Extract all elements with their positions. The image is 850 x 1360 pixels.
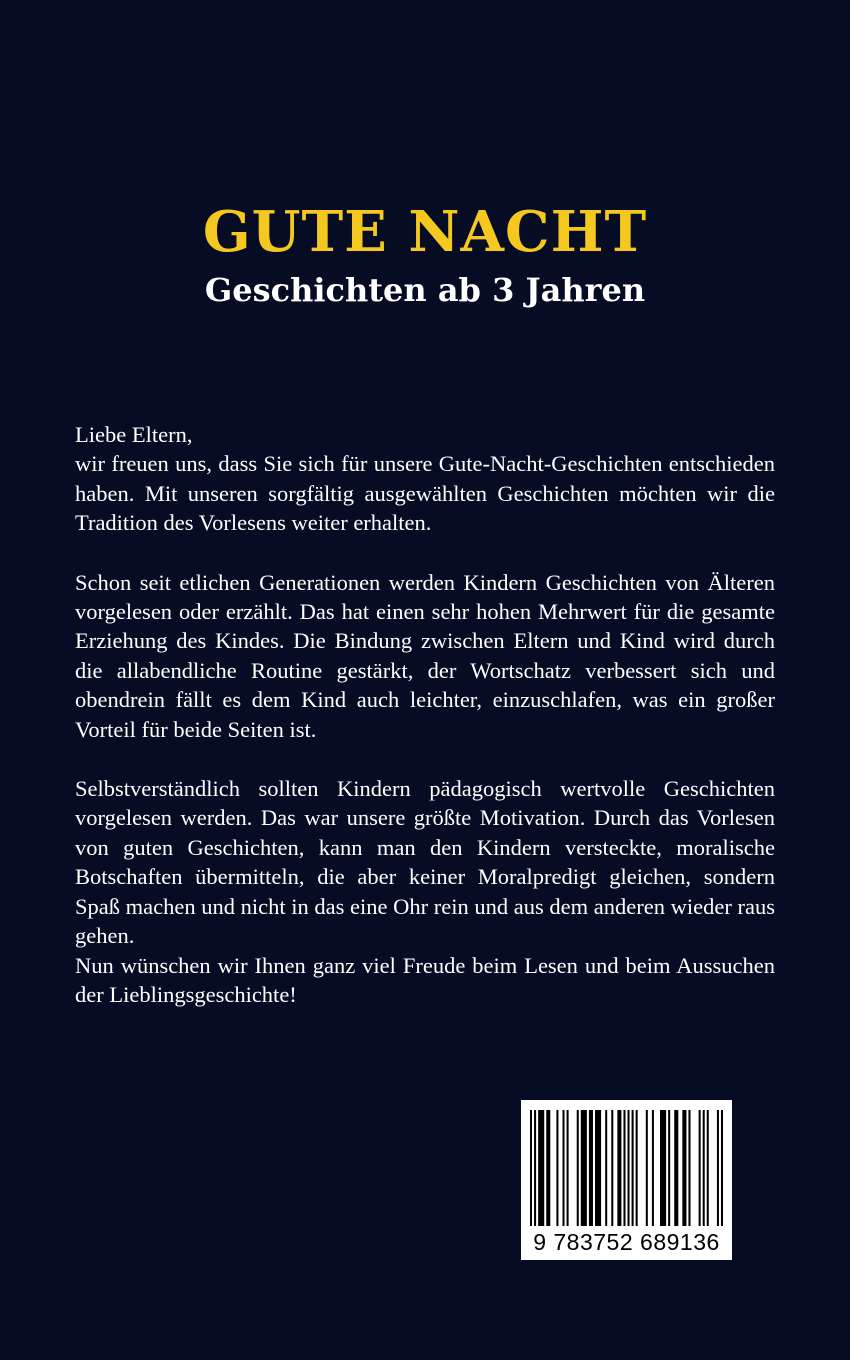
- blurb-paragraph-2: Schon seit etlichen Generationen werden Kindern Geschichten von Älteren vorgelesen oder erzählt. Das hat einen sehr hohen Mehrwert für die gesamte Erziehung des Kindes. Die Bindung zwischen Eltern und Kind wird durch die allabendliche Routine gestärkt, der Wortschatz verbessert sich und obendrein fällt es dem Kind auch leichter, einzuschlafen, was ein großer Vorteil für beide Seiten ist.: [75, 569, 775, 742]
- barcode-bar-15: [628, 1110, 630, 1226]
- barcode-bar-6: [567, 1110, 569, 1226]
- barcode-bar-17: [636, 1110, 638, 1226]
- barcode-bar-21: [668, 1110, 670, 1226]
- barcode-bar-3: [546, 1110, 550, 1226]
- barcode-bar-0: [530, 1110, 532, 1226]
- cover-title: GUTE NACHT: [202, 199, 648, 265]
- barcode-bar-12: [611, 1110, 613, 1226]
- barcode-bar-18: [646, 1110, 648, 1226]
- barcode-bar-29: [721, 1110, 723, 1226]
- barcode-bar-8: [581, 1110, 587, 1226]
- barcode-bar-25: [699, 1110, 701, 1226]
- blurb-text: [75, 420, 775, 1009]
- isbn-barcode: [521, 1100, 732, 1260]
- barcode-bar-28: [717, 1110, 719, 1226]
- blurb-paragraph-3: Selbstverständlich sollten Kindern pädagogisch wertvolle Geschichten vorgelesen werden. Das war unsere größte Motivation. Durch das Vorlesen von guten Geschichten, kann man den Kindern versteckte, moralische Botschaften übermitteln, die aber keiner Moralpredigt gleichen, sondern Spaß machen und nicht in das eine Ohr rein und aus dem anderen wieder raus gehen. Nun wünschen wir Ihnen ganz viel Freude beim Lesen und beim Aussuchen der Lieblingsgeschichte!: [75, 776, 775, 1007]
- barcode-bar-27: [707, 1110, 709, 1226]
- barcode-bar-9: [589, 1110, 593, 1226]
- barcode-bar-24: [688, 1110, 690, 1226]
- cover-subtitle: Geschichten ab 3 Jahren: [204, 271, 646, 309]
- barcode-bar-1: [534, 1110, 536, 1226]
- barcode-bar-19: [652, 1110, 654, 1226]
- isbn-digits: 9 783752 689136: [533, 1229, 720, 1255]
- barcode-bar-14: [623, 1110, 625, 1226]
- barcode-bar-5: [563, 1110, 565, 1226]
- barcode-bar-22: [674, 1110, 678, 1226]
- barcode-bar-7: [577, 1110, 579, 1226]
- barcode-bar-23: [682, 1110, 686, 1226]
- barcode-bars: [530, 1110, 723, 1226]
- barcode-bar-11: [605, 1110, 607, 1226]
- barcode-bar-13: [617, 1110, 621, 1226]
- barcode-bar-4: [556, 1110, 558, 1226]
- barcode-bar-16: [632, 1110, 634, 1226]
- barcode-bar-2: [538, 1110, 544, 1226]
- barcode-bar-26: [703, 1110, 705, 1226]
- barcode-bar-10: [595, 1110, 601, 1226]
- blurb-paragraph-1: Liebe Eltern, wir freuen uns, dass Sie sich für unsere Gute-Nacht-Geschichten entschieden haben. Mit unseren sorgfältig ausgewählten Geschichten möchten wir die Tradition des Vorlesens weiter erhalten.: [75, 422, 775, 536]
- barcode-bar-20: [660, 1110, 666, 1226]
